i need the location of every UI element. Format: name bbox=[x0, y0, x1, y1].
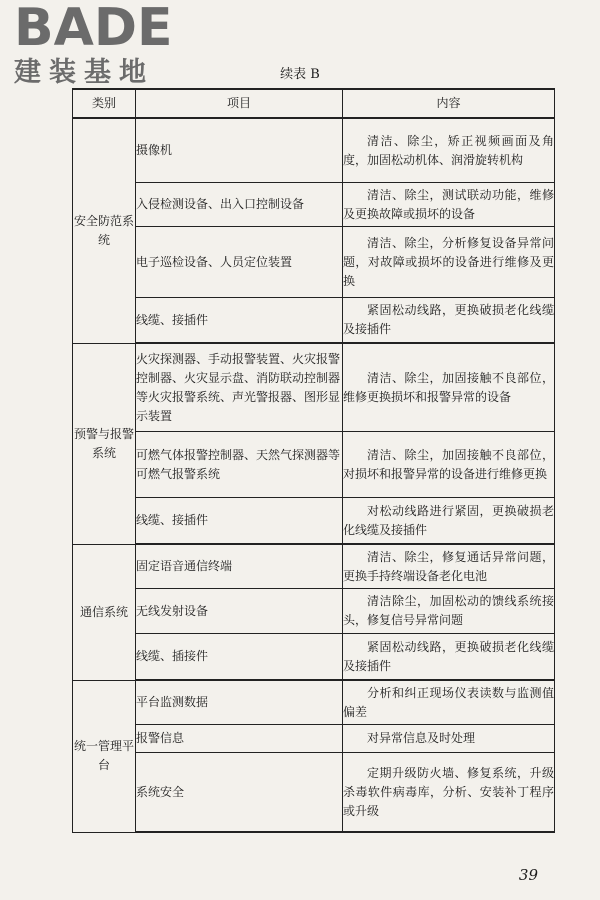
content-cell: 清洁除尘，加固松动的馈线系统接头，修复信号异常问题 bbox=[343, 589, 555, 634]
content-cell: 清洁、除尘，测试联动功能，维修及更换故障或损坏的设备 bbox=[343, 183, 555, 227]
content-cell: 清洁、除尘，分析修复设备异常问题，对故障或损坏的设备进行维修及更换 bbox=[343, 227, 555, 298]
table-row bbox=[73, 753, 555, 833]
category-cell: 通信系统 bbox=[73, 544, 136, 680]
item-cell: 线缆、接插件 bbox=[136, 298, 343, 344]
table-title: 续表 B bbox=[280, 67, 320, 82]
item-cell: 报警信息 bbox=[136, 725, 343, 753]
table-row bbox=[73, 432, 555, 498]
item-cell: 摄像机 bbox=[136, 118, 343, 183]
content-cell: 对异常信息及时处理 bbox=[343, 725, 555, 753]
table-row bbox=[73, 725, 555, 753]
header-content: 内容 bbox=[343, 89, 555, 118]
content-cell: 分析和纠正现场仪表读数与监测值偏差 bbox=[343, 680, 555, 725]
item-cell: 线缆、接插件 bbox=[136, 498, 343, 545]
page-number: 39 bbox=[518, 866, 538, 884]
logo-subtitle: 建装基地 bbox=[14, 57, 154, 88]
maintenance-table bbox=[72, 88, 555, 833]
table-row bbox=[73, 634, 555, 681]
table-row bbox=[73, 589, 555, 634]
item-cell: 固定语音通信终端 bbox=[136, 544, 343, 589]
table-header bbox=[73, 89, 555, 118]
category-cell: 安全防范系统 bbox=[73, 118, 136, 343]
table-row bbox=[73, 498, 555, 545]
table-row bbox=[73, 298, 555, 344]
category-cell: 统一管理平台 bbox=[73, 680, 136, 832]
header-item: 项目 bbox=[136, 89, 343, 118]
content-cell: 清洁、除尘，加固接触不良部位，对损坏和报警异常的设备进行维修更换 bbox=[343, 432, 555, 498]
content-cell: 紧固松动线路，更换破损老化线缆及接插件 bbox=[343, 634, 555, 681]
content-cell: 清洁、除尘，矫正视频画面及角度，加固松动机体、润滑旋转机构 bbox=[343, 118, 555, 183]
table-row bbox=[73, 680, 555, 725]
category-cell: 预警与报警系统 bbox=[73, 343, 136, 544]
table-row bbox=[73, 343, 555, 432]
content-cell: 对松动线路进行紧固，更换破损老化线缆及接插件 bbox=[343, 498, 555, 545]
item-cell: 入侵检测设备、出入口控制设备 bbox=[136, 183, 343, 227]
table-row bbox=[73, 118, 555, 183]
header-category: 类别 bbox=[73, 89, 136, 118]
content-cell: 清洁、除尘，修复通话异常问题，更换手持终端设备老化电池 bbox=[343, 544, 555, 589]
logo-wordmark: BADE bbox=[14, 0, 173, 58]
content-cell: 定期升级防火墙、修复系统，升级杀毒软件病毒库，分析、安装补丁程序或升级 bbox=[343, 753, 555, 833]
table-row bbox=[73, 544, 555, 589]
item-cell: 火灾探测器、手动报警装置、火灾报警控制器、火灾显示盘、消防联动控制器等火灾报警系统、声光警报器、图形显示装置 bbox=[136, 343, 343, 432]
item-cell: 平台监测数据 bbox=[136, 680, 343, 725]
item-cell: 线缆、插接件 bbox=[136, 634, 343, 681]
table-row bbox=[73, 183, 555, 227]
item-cell: 电子巡检设备、人员定位装置 bbox=[136, 227, 343, 298]
item-cell: 系统安全 bbox=[136, 753, 343, 833]
table-row bbox=[73, 227, 555, 298]
content-cell: 紧固松动线路，更换破损老化线缆及接插件 bbox=[343, 298, 555, 344]
item-cell: 无线发射设备 bbox=[136, 589, 343, 634]
content-cell: 清洁、除尘，加固接触不良部位，维修更换损坏和报警异常的设备 bbox=[343, 343, 555, 432]
item-cell: 可燃气体报警控制器、天然气探测器等可燃气报警系统 bbox=[136, 432, 343, 498]
